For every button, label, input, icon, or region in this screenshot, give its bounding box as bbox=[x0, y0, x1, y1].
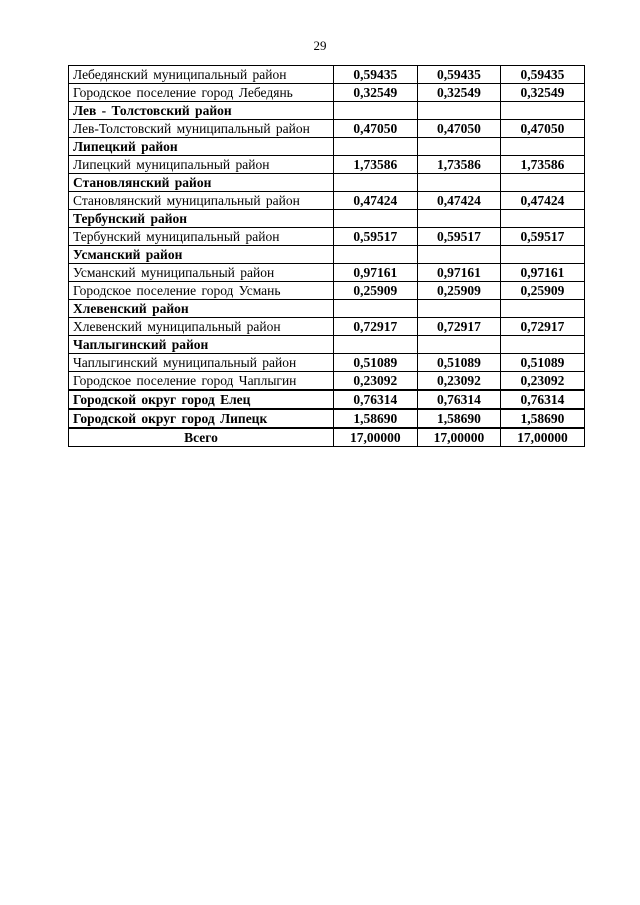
district-header-row bbox=[69, 246, 585, 264]
row-value-2: 0,47424 bbox=[417, 192, 501, 210]
table-row bbox=[69, 156, 585, 174]
row-name: Усманский муниципальный район bbox=[69, 264, 334, 282]
row-value-2: 1,73586 bbox=[417, 156, 501, 174]
row-value-1: 0,59435 bbox=[334, 66, 418, 84]
table-row bbox=[69, 228, 585, 246]
distribution-table bbox=[68, 65, 585, 447]
row-value-1: 0,59517 bbox=[334, 228, 418, 246]
row-name: Липецкий муниципальный район bbox=[69, 156, 334, 174]
row-value-1: 0,72917 bbox=[334, 318, 418, 336]
row-name: Хлевенский муниципальный район bbox=[69, 318, 334, 336]
row-value-1 bbox=[334, 336, 418, 354]
district-header-row bbox=[69, 174, 585, 192]
row-name: Городское поселение город Чаплыгин bbox=[69, 372, 334, 391]
row-value-2: 0,76314 bbox=[417, 390, 501, 409]
row-name: Городское поселение город Усмань bbox=[69, 282, 334, 300]
row-value-3: 0,32549 bbox=[501, 84, 585, 102]
row-name: Городской округ город Елец bbox=[69, 390, 334, 409]
row-value-1: 0,76314 bbox=[334, 390, 418, 409]
row-value-2: 0,47050 bbox=[417, 120, 501, 138]
row-value-2 bbox=[417, 174, 501, 192]
row-value-3: 0,76314 bbox=[501, 390, 585, 409]
row-value-2: 1,58690 bbox=[417, 409, 501, 428]
district-name: Усманский район bbox=[69, 246, 334, 264]
row-value-1 bbox=[334, 138, 418, 156]
row-value-1: 0,51089 bbox=[334, 354, 418, 372]
grand-total-label: Всего bbox=[69, 428, 334, 447]
city-total-row bbox=[69, 390, 585, 409]
row-value-1: 0,25909 bbox=[334, 282, 418, 300]
row-value-1 bbox=[334, 102, 418, 120]
district-name: Липецкий район bbox=[69, 138, 334, 156]
row-value-3: 1,73586 bbox=[501, 156, 585, 174]
table-row bbox=[69, 354, 585, 372]
row-value-3: 0,97161 bbox=[501, 264, 585, 282]
district-name: Становлянский район bbox=[69, 174, 334, 192]
row-value-2: 0,51089 bbox=[417, 354, 501, 372]
district-header-row bbox=[69, 300, 585, 318]
district-name: Хлевенский район bbox=[69, 300, 334, 318]
district-name: Лев - Толстовский район bbox=[69, 102, 334, 120]
table-row bbox=[69, 84, 585, 102]
row-value-2: 0,25909 bbox=[417, 282, 501, 300]
row-value-3: 17,00000 bbox=[501, 428, 585, 447]
city-total-row bbox=[69, 409, 585, 428]
row-value-1 bbox=[334, 210, 418, 228]
row-value-3: 0,47424 bbox=[501, 192, 585, 210]
row-value-3: 0,23092 bbox=[501, 372, 585, 391]
row-value-1 bbox=[334, 174, 418, 192]
row-value-2: 0,72917 bbox=[417, 318, 501, 336]
row-name: Городской округ город Липецк bbox=[69, 409, 334, 428]
row-value-2: 0,23092 bbox=[417, 372, 501, 391]
row-value-1: 0,47050 bbox=[334, 120, 418, 138]
row-value-2 bbox=[417, 300, 501, 318]
row-value-3 bbox=[501, 174, 585, 192]
row-value-3 bbox=[501, 300, 585, 318]
row-value-3 bbox=[501, 210, 585, 228]
row-value-2: 0,59517 bbox=[417, 228, 501, 246]
row-value-1 bbox=[334, 246, 418, 264]
row-value-3: 1,58690 bbox=[501, 409, 585, 428]
row-name: Тербунский муниципальный район bbox=[69, 228, 334, 246]
row-name: Чаплыгинский муниципальный район bbox=[69, 354, 334, 372]
row-value-3 bbox=[501, 138, 585, 156]
row-name: Становлянский муниципальный район bbox=[69, 192, 334, 210]
row-value-2: 17,00000 bbox=[417, 428, 501, 447]
page-number: 29 bbox=[313, 38, 327, 53]
row-value-2: 0,32549 bbox=[417, 84, 501, 102]
row-value-3: 0,47050 bbox=[501, 120, 585, 138]
row-value-3 bbox=[501, 102, 585, 120]
district-header-row bbox=[69, 336, 585, 354]
row-value-3: 0,51089 bbox=[501, 354, 585, 372]
row-value-1: 1,58690 bbox=[334, 409, 418, 428]
row-value-1: 0,47424 bbox=[334, 192, 418, 210]
row-value-1: 17,00000 bbox=[334, 428, 418, 447]
district-header-row bbox=[69, 102, 585, 120]
row-value-2: 0,59435 bbox=[417, 66, 501, 84]
row-value-2 bbox=[417, 246, 501, 264]
row-value-1 bbox=[334, 300, 418, 318]
row-value-3 bbox=[501, 336, 585, 354]
table-row bbox=[69, 192, 585, 210]
row-name: Городское поселение город Лебедянь bbox=[69, 84, 334, 102]
district-name: Тербунский район bbox=[69, 210, 334, 228]
table-row bbox=[69, 66, 585, 84]
table-row bbox=[69, 318, 585, 336]
row-value-3 bbox=[501, 246, 585, 264]
table-row bbox=[69, 120, 585, 138]
row-value-1: 0,97161 bbox=[334, 264, 418, 282]
table-row bbox=[69, 264, 585, 282]
row-value-1: 1,73586 bbox=[334, 156, 418, 174]
row-value-3: 0,59435 bbox=[501, 66, 585, 84]
district-header-row bbox=[69, 138, 585, 156]
row-value-3: 0,59517 bbox=[501, 228, 585, 246]
table-row bbox=[69, 282, 585, 300]
district-name: Чаплыгинский район bbox=[69, 336, 334, 354]
row-value-2: 0,97161 bbox=[417, 264, 501, 282]
row-value-2 bbox=[417, 138, 501, 156]
row-value-1: 0,32549 bbox=[334, 84, 418, 102]
grand-total-row bbox=[69, 428, 585, 447]
district-header-row bbox=[69, 210, 585, 228]
row-value-2 bbox=[417, 210, 501, 228]
row-value-2 bbox=[417, 336, 501, 354]
row-name: Лебедянский муниципальный район bbox=[69, 66, 334, 84]
row-value-2 bbox=[417, 102, 501, 120]
row-name: Лев-Толстовский муниципальный район bbox=[69, 120, 334, 138]
table-row bbox=[69, 372, 585, 391]
row-value-1: 0,23092 bbox=[334, 372, 418, 391]
row-value-3: 0,25909 bbox=[501, 282, 585, 300]
row-value-3: 0,72917 bbox=[501, 318, 585, 336]
